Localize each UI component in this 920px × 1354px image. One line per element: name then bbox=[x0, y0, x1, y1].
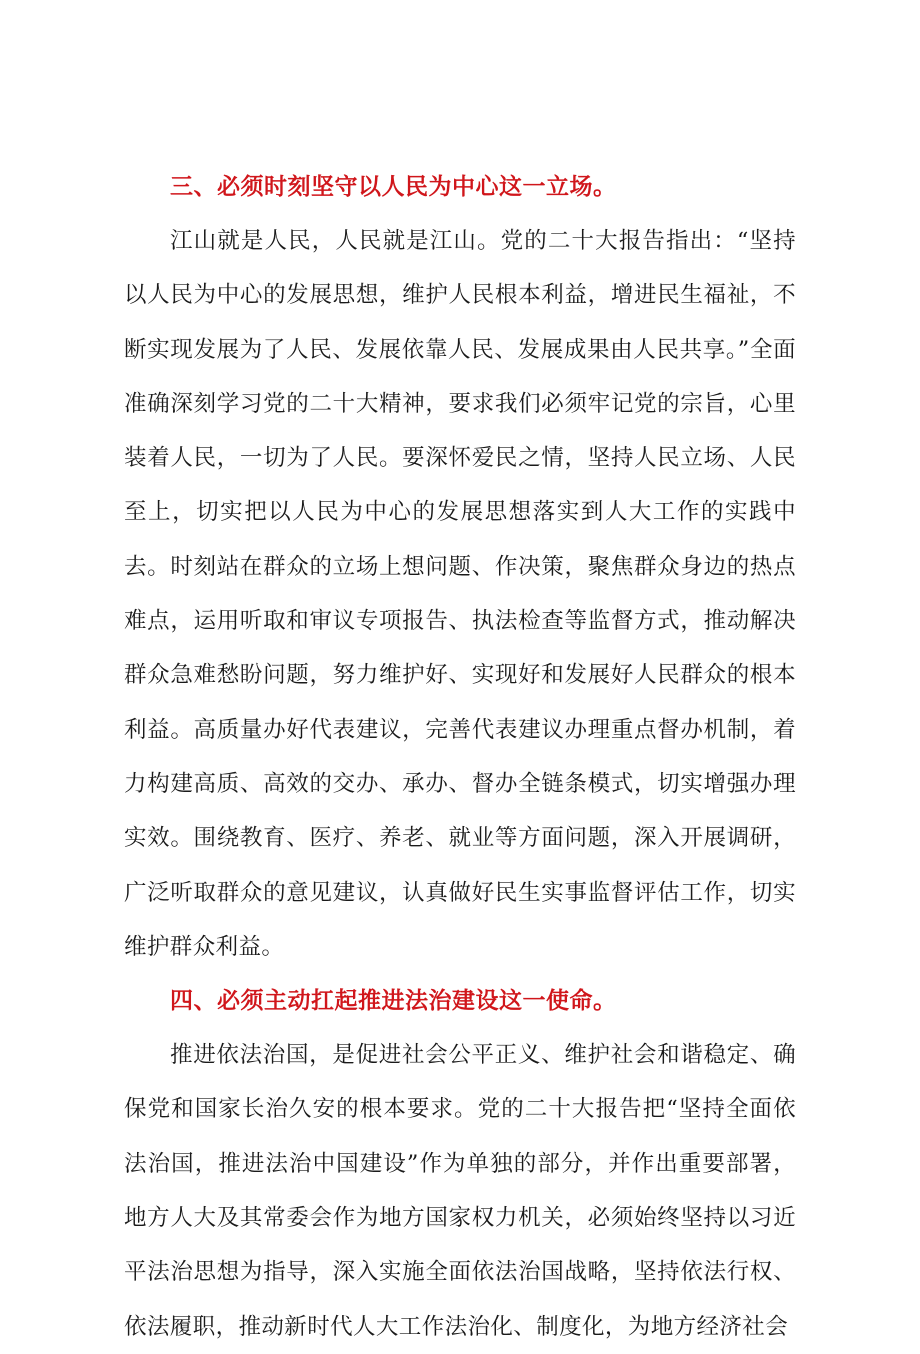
section-4-paragraph: 推进依法治国，是促进社会公平正义、维护社会和谐稳定、确保党和国家长治久安的根本要求。党的二十大报告把“坚持全面依法治国，推进法治中国建设”作为单独的部分，并作出重要部署，地方人大及其常委会作为地方国家权力机关，必须始终坚持以习近平法治思想为指导，深入实施全面依法治国战略，坚持依法行权、依法履职，推动新时代人大工作法治化、制度化，为地方经济社会 bbox=[124, 1042, 796, 1340]
section-4-heading: 四、必须主动扛起推进法治建设这一使命。 bbox=[170, 988, 617, 1015]
section-3-heading: 三、必须时刻坚守以人民为中心这一立场。 bbox=[170, 174, 617, 200]
document-body bbox=[124, 160, 796, 1354]
section-3-paragraph: 江山就是人民，人民就是江山。党的二十大报告指出：“坚持以人民为中心的发展思想，维护人民根本利益，增进民生福祉，不断实现发展为了人民、发展依靠人民、发展成果由人民共享。”全面准确深刻学习党的二十大精神，要求我们必须牢记党的宗旨，心里装着人民，一切为了人民。要深怀爱民之情，坚持人民立场、人民至上，切实把以人民为中心的发展思想落实到人大工作的实践中去。时刻站在群众的立场上想问题、作决策，聚焦群众身边的热点难点，运用听取和审议专项报告、执法检查等监督方式，推动解决群众急难愁盼问题，努力维护好、实现好和发展好人民群众的根本利益。高质量办好代表建议，完善代表建议办理重点督办机制，着力构建高质、高效的交办、承办、督办全链条模式，切实增强办理实效。围绕教育、医疗、养老、就业等方面问题，深入开展调研，广泛听取群众的意见建议，认真做好民生实事监督评估工作，切实维护群众利益。 bbox=[124, 228, 796, 960]
